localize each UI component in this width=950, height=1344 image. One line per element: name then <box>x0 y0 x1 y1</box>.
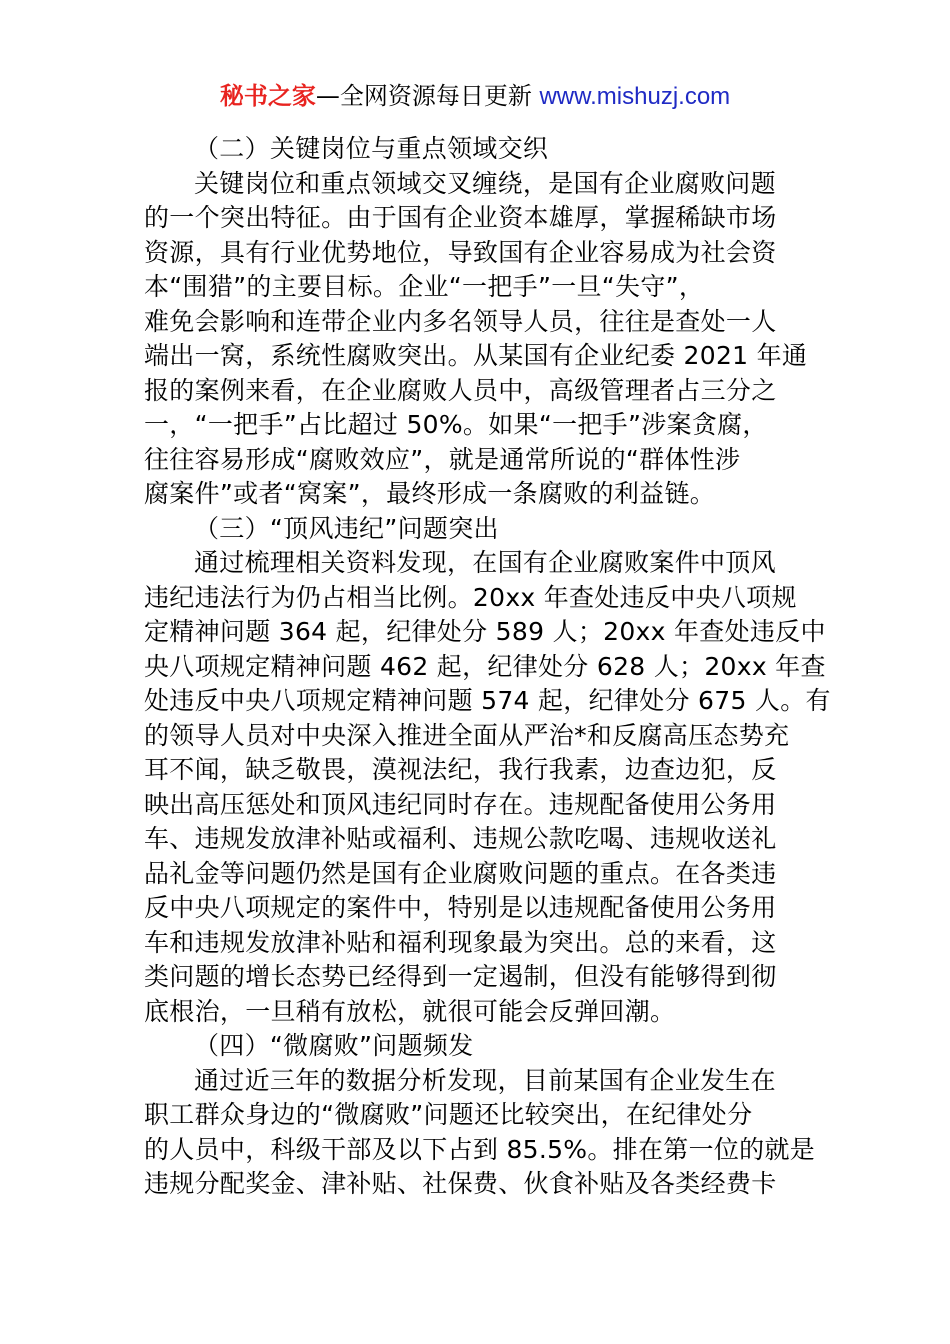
paragraph-line: 关键岗位和重点领域交叉缠绕，是国有企业腐败问题 <box>194 168 776 198</box>
paragraph-line: 央八项规定精神问题 462 起，纪律处分 628 人；20xx 年查 <box>144 651 826 681</box>
paragraph-line: 违规分配奖金、津补贴、社保费、伙食补贴及各类经费卡 <box>144 1169 777 1198</box>
paragraph-line: 腐案件”或者“窝案”，最终形成一条腐败的利益链。 <box>144 479 716 508</box>
paragraph-line: 通过梳理相关资料发现，在国有企业腐败案件中顶风 <box>194 548 776 577</box>
site-url-link[interactable]: www.mishuzj.com <box>539 83 731 110</box>
header-tagline: —全网资源每日更新 <box>315 82 540 110</box>
paragraph-line: 职工群众身边的“微腐败”问题还比较突出，在纪律处分 <box>144 1100 753 1129</box>
paragraph-line: 端出一窝，系统性腐败突出。从某国有企业纪委 2021 年通 <box>144 341 808 370</box>
paragraph-line: 品礼金等问题仍然是国有企业腐败问题的重点。在各类违 <box>144 858 777 888</box>
paragraph-line: 报的案例来看，在企业腐败人员中，高级管理者占三分之 <box>144 375 777 405</box>
paragraph-line: 的一个突出特征。由于国有企业资本雄厚，掌握稀缺市场 <box>144 203 777 232</box>
paragraph-line: 映出高压惩处和顶风违纪同时存在。违规配备使用公务用 <box>144 789 777 819</box>
paragraph-line: 的人员中，科级干部及以下占到 85.5%。排在第一位的就是 <box>144 1134 816 1164</box>
paragraph-line: 难免会影响和连带企业内多名领导人员，往往是查处一人 <box>144 306 777 336</box>
site-header <box>0 80 950 113</box>
paragraph-line: 类问题的增长态势已经得到一定遏制，但没有能够得到彻 <box>144 962 777 991</box>
paragraph-line: 车、违规发放津补贴或福利、违规公款吃喝、违规收送礼 <box>144 824 777 853</box>
section-heading-3: （三）“顶风违纪”问题突出 <box>194 513 499 543</box>
paragraph-line: 一，“一把手”占比超过 50%。如果“一把手”涉案贪腐， <box>144 410 768 439</box>
paragraph-line: 反中央八项规定的案件中，特别是以违规配备使用公务用 <box>144 893 777 922</box>
paragraph-line: 本“围猎”的主要目标。企业“一把手”一旦“失守”， <box>144 272 705 301</box>
paragraph-line: 底根治，一旦稍有放松，就很可能会反弹回潮。 <box>144 996 676 1026</box>
paragraph-line: 违纪违法行为仍占相当比例。20xx 年查处违反中央八项规 <box>144 582 797 612</box>
paragraph-line: 资源，具有行业优势地位，导致国有企业容易成为社会资 <box>144 237 777 267</box>
paragraph-line: 通过近三年的数据分析发现，目前某国有企业发生在 <box>194 1065 776 1095</box>
paragraph-line: 定精神问题 364 起，纪律处分 589 人；20xx 年查处违反中 <box>144 617 826 646</box>
document-body <box>144 132 831 1202</box>
paragraph-line: 车和违规发放津补贴和福利现象最为突出。总的来看，这 <box>144 927 777 957</box>
paragraph-line: 处违反中央八项规定精神问题 574 起，纪律处分 675 人。有 <box>144 686 831 715</box>
section-heading-2: （二）关键岗位与重点领域交织 <box>194 134 549 163</box>
paragraph-line: 耳不闻，缺乏敬畏，漠视法纪，我行我素，边查边犯，反 <box>144 755 777 784</box>
paragraph-line: 的领导人员对中央深入推进全面从严治*和反腐高压态势充 <box>144 720 790 750</box>
paragraph-line: 往往容易形成“腐败效应”，就是通常所说的“群体性涉 <box>144 444 741 474</box>
brand-name: 秘书之家 <box>219 82 316 110</box>
section-heading-4: （四）“微腐败”问题频发 <box>194 1031 474 1060</box>
